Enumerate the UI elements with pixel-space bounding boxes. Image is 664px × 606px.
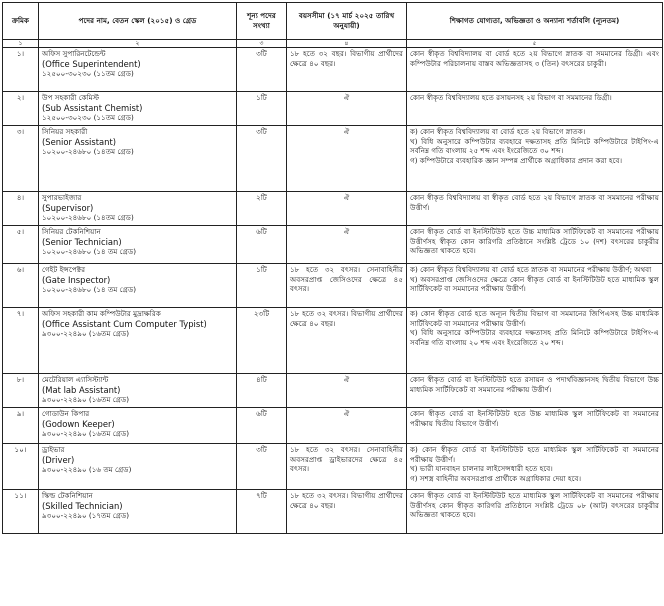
post-name-en: (Skilled Technician) xyxy=(42,500,123,511)
pay-scale-grade: ১০২০০-২৪৬৮০ (১৪তম গ্রেড) xyxy=(42,147,134,157)
post-cell xyxy=(39,192,237,226)
age-limit-text: ১৮ হতে ৩২ বৎসর। বিভাগীয় প্রার্থীদের ক্ষেত্রে ৪০ বছর। xyxy=(290,491,403,510)
pay-scale-grade: ৯৩০০-২২৪৯০ (১৬ তম গ্রেড) xyxy=(42,465,132,475)
pay-scale-grade: ১০২০০-২৪৬৮০ (১৪ তম গ্রেড) xyxy=(42,247,137,257)
post-name-en: (Godown Keeper) xyxy=(42,418,115,429)
column-number: ২ xyxy=(39,40,237,48)
pay-scale-grade: ৯৩০০-২২৪৯০ (১৬তম গ্রেড) xyxy=(42,429,130,439)
post-name-bn: স্কিল্ড টেকনিশিয়ান xyxy=(42,491,93,500)
requirement-line: খ) ভারী যানবাহন চালনার লাইসেন্সধারী হতে হবে। xyxy=(410,464,553,474)
post-cell xyxy=(39,226,237,264)
age-limit-cell xyxy=(287,48,407,92)
column-number: ৩ xyxy=(237,40,287,48)
requirement-line: কোন স্বীকৃত বোর্ড বা ইনস্টিটিউট হতে উচ্চ মাধ্যমিক সার্টিফিকেট বা সমমানের পরীক্ষায় উত্তীর্ণসহ স্বীকৃত কোন কারিগরি প্রতিষ্ঠানে সংশ্লিষ্ট ট্রেডে ১০ (দশ) বৎসরের চাকুরীর অভিজ্ঞতা থাকতে হবে। xyxy=(410,227,659,256)
age-limit-text: ঐ xyxy=(343,193,350,202)
requirement-line: কোন স্বীকৃত বিশ্ববিদ্যালয় হতে রসায়নসহ ২য় বিভাগ বা সমমানের ডিগ্রী। xyxy=(410,93,612,102)
age-limit-cell xyxy=(287,308,407,374)
vacancy-count-cell: ৪টি xyxy=(237,374,287,408)
header-post: পদের নাম, বেতন স্কেল (২০১৫) ও গ্রেড xyxy=(39,3,237,40)
serial-cell: ৯। xyxy=(3,408,39,444)
requirements-cell xyxy=(407,490,663,534)
post-name-en: (Mat lab Assistant) xyxy=(42,384,121,395)
age-limit-cell xyxy=(287,490,407,534)
serial-cell: ৮। xyxy=(3,374,39,408)
requirements-cell xyxy=(407,192,663,226)
requirement-line: কোন স্বীকৃত বোর্ড বা ইনস্টিটিউট হতে উচ্চ মাধ্যমিক স্কুল সার্টিফিকেট বা সমমানের পরীক্ষায় দ্বিতীয় বিভাগে উত্তীর্ণ। xyxy=(410,409,659,428)
requirements-cell xyxy=(407,264,663,308)
age-limit-text: ঐ xyxy=(343,409,350,418)
vacancy-count-cell: ১টি xyxy=(237,264,287,308)
requirement-line: গ) কম্পিউটারে ব্যবহারিক জ্ঞান সম্পন্ন প্রার্থীকে অগ্রাধিকার প্রদান করা হবে। xyxy=(410,155,623,165)
table-row xyxy=(3,48,663,92)
post-name-en: (Senior Assistant) xyxy=(42,136,117,147)
post-name-bn: সুপারভাইজার xyxy=(42,193,82,202)
requirements-cell xyxy=(407,308,663,374)
requirement-line: ক) কোন স্বীকৃত বিশ্ববিদ্যালয় বা বোর্ড হতে স্নাতক বা সমমানের পরীক্ষায় উত্তীর্ণ; অথবা xyxy=(410,265,652,274)
post-name-en: (Gate Inspector) xyxy=(42,274,111,285)
post-cell xyxy=(39,444,237,490)
age-limit-cell xyxy=(287,264,407,308)
pay-scale-grade: ১২৫০০-৩০২৩০ (১১তম গ্রেড) xyxy=(42,113,134,123)
post-name-bn: সিনিয়র সহকারী xyxy=(42,127,88,136)
pay-scale-grade: ১০২০০-২৪৬৮০ (১৪তম গ্রেড) xyxy=(42,213,134,223)
post-name-bn: সিনিয়র টেকনিশিয়ান xyxy=(42,227,101,236)
age-limit-text: ১৮ হতে ৩২ বৎসর। সেনাবাহিনীর অবসরপ্রাপ্ত জেসিওদের ক্ষেত্রে ৪৫ বৎসর। xyxy=(290,265,403,294)
age-limit-text: ১৮ হতে ৩২ বছর। বিভাগীয় প্রার্থীদের ক্ষেত্রে ৪০ বছর। xyxy=(290,49,403,68)
requirement-line: কোন স্বীকৃত বিশ্ববিদ্যালয় বা স্বীকৃত বোর্ড হতে ২য় বিভাগে স্নাতক বা সমমানের পরীক্ষায় উত্তীর্ণ। xyxy=(410,193,659,212)
table-row xyxy=(3,490,663,534)
serial-cell: ৭। xyxy=(3,308,39,374)
requirement-line: খ) বিধি অনুসারে কম্পিউটার ব্যবহারে দক্ষতাসহ প্রতি মিনিটে কম্পিউটারে টাইপিং-এ সর্বনিম্ন গতি বাংলায় ২০ শব্দ এবং ইংরেজিতে ২০ শব্দ। xyxy=(410,328,659,347)
post-name-en: (Sub Assistant Chemist) xyxy=(42,102,143,113)
requirement-line: কোন স্বীকৃত বিশ্ববিদ্যালয় বা বোর্ড হতে ২য় বিভাগে স্নাতক বা সমমানের ডিগ্রী। এবং কম্পিউটার পরিচালনায় বাস্তব অভিজ্ঞতাসহ ৩ (তিন) বৎসরের চাকুরী। xyxy=(410,49,659,68)
table-row xyxy=(3,264,663,308)
table-row xyxy=(3,308,663,374)
post-name-bn: অফিস সুপারিনটেন্ডেন্ট xyxy=(42,49,106,58)
header-requirements: শিক্ষাগত যোগ্যতা, অভিজ্ঞতা ও অন্যান্য শর্তাবলি (ন্যূনতম) xyxy=(407,3,663,40)
column-number: ৪ xyxy=(287,40,407,48)
vacancy-count-cell: ৩টি xyxy=(237,48,287,92)
requirement-line: খ) বিধি অনুসারে কম্পিউটার ব্যবহারে দক্ষতাসহ প্রতি মিনিটে কম্পিউটারে টাইপিং-এ সর্বনিম্ন গতি বাংলায় ২৫ শব্দ এবং ইংরেজিতে ৩০ শব্দ। xyxy=(410,136,659,156)
vacancy-count-cell: ৩টি xyxy=(237,444,287,490)
column-number-row xyxy=(3,40,663,48)
job-circular-page xyxy=(0,2,664,606)
post-name-bn: উপ সহকারী কেমিস্ট xyxy=(42,93,100,102)
post-cell xyxy=(39,92,237,126)
table-row xyxy=(3,226,663,264)
vacancy-table xyxy=(2,2,663,534)
serial-cell: ১। xyxy=(3,48,39,92)
serial-cell: ৪। xyxy=(3,192,39,226)
post-name-bn: অফিস সহকারী কাম কম্পিউটার মুদ্রাক্ষরিক xyxy=(42,309,161,318)
vacancy-count-cell: ১টি xyxy=(237,92,287,126)
table-row xyxy=(3,92,663,126)
pay-scale-grade: ৯৩০০-২২৪৯০ (১৬তম গ্রেড) xyxy=(42,329,130,339)
post-name-bn: গোডাউন কিপার xyxy=(42,409,90,418)
header-serial: ক্রমিক xyxy=(3,3,39,40)
vacancy-count-cell: ৩টি xyxy=(237,126,287,192)
age-limit-cell xyxy=(287,226,407,264)
requirement-line: ক) কোন স্বীকৃত বোর্ড হতে অন্যূন দ্বিতীয় বিভাগ বা সমমানের জিপিএসহ উচ্চ মাধ্যমিক সার্টিফিকেট বা সমমানের পরীক্ষায় উত্তীর্ণ। xyxy=(410,309,659,328)
pay-scale-grade: ১২৫০০-৩০২৩০ (১১তম গ্রেড) xyxy=(42,69,134,79)
age-limit-text: ১৮ হতে ৩২ বৎসর। সেনাবাহিনীর অবসরপ্রাপ্ত ড্রাইভারদের ক্ষেত্রে ৪৫ বৎসর। xyxy=(290,445,403,474)
requirements-cell xyxy=(407,126,663,192)
vacancy-count-cell: ৭টি xyxy=(237,490,287,534)
post-name-en: (Office Superintendent) xyxy=(42,58,141,69)
serial-cell: ১০। xyxy=(3,444,39,490)
pay-scale-grade: ৯৩০০-২২৪৯০ (১৭তম গ্রেড) xyxy=(42,511,130,521)
vacancy-count-cell: ২৩টি xyxy=(237,308,287,374)
post-cell xyxy=(39,490,237,534)
header-vacancies: শূন্য পদের সংখ্যা xyxy=(237,3,287,40)
vacancy-count-cell: ২টি xyxy=(237,192,287,226)
requirements-cell xyxy=(407,92,663,126)
table-row xyxy=(3,444,663,490)
column-number: ১ xyxy=(3,40,39,48)
requirement-line: গ) সশস্ত্র বাহিনীর অবসরপ্রাপ্ত প্রার্থীকে অগ্রাধিকার দেয়া হবে। xyxy=(410,473,582,483)
post-cell xyxy=(39,408,237,444)
requirements-cell xyxy=(407,408,663,444)
table-row xyxy=(3,374,663,408)
age-limit-text: ঐ xyxy=(343,93,350,102)
post-name-bn: গেইট ইন্সপেক্টর xyxy=(42,265,86,274)
requirements-cell xyxy=(407,444,663,490)
age-limit-cell xyxy=(287,192,407,226)
header-row xyxy=(3,3,663,40)
table-row xyxy=(3,126,663,192)
serial-cell: ২। xyxy=(3,92,39,126)
age-limit-cell xyxy=(287,126,407,192)
requirement-line: খ) অবসরপ্রাপ্ত জেসিওদের ক্ষেত্রে কোন স্বীকৃত বোর্ড বা ইনস্টিটিউট হতে মাধ্যমিক স্কুল সার্টিফিকেট বা সমমানের পরীক্ষায় উত্তীর্ণ। xyxy=(410,274,659,294)
requirements-cell xyxy=(407,374,663,408)
requirement-line: কোন স্বীকৃত বোর্ড বা ইনস্টিটিউট হতে মাধ্যমিক স্কুল সার্টিফিকেট বা সমমানের পরীক্ষায় উত্তীর্ণসহ কোন স্বীকৃত কারিগরি প্রতিষ্ঠানে সংশ্লিষ্ট ট্রেডে ০৮ (আট) বৎসরের চাকুরীর অভিজ্ঞতা থাকতে হবে। xyxy=(410,491,659,520)
age-limit-text: ঐ xyxy=(343,127,350,136)
age-limit-cell xyxy=(287,444,407,490)
age-limit-text: ঐ xyxy=(343,375,350,384)
requirement-line: ক) কোন স্বীকৃত বোর্ড বা ইনস্টিটিউট হতে মাধ্যমিক স্কুল সার্টিফিকেট বা সমমানের পরীক্ষায় উত্তীর্ণ। xyxy=(410,445,659,464)
serial-cell: ১১। xyxy=(3,490,39,534)
pay-scale-grade: ১০২০০-২৪৬৮০ (১৪ তম গ্রেড) xyxy=(42,285,137,295)
post-name-en: (Senior Technician) xyxy=(42,236,122,247)
age-limit-cell xyxy=(287,408,407,444)
post-name-en: (Driver) xyxy=(42,454,75,465)
table-row xyxy=(3,192,663,226)
post-name-bn: মেটেরিয়াল এ্যাসিস্ট্যান্ট xyxy=(42,375,109,384)
age-limit-cell xyxy=(287,92,407,126)
post-name-en: (Office Assistant Cum Computer Typist) xyxy=(42,318,207,329)
age-limit-text: ১৮ হতে ৩২ বৎসর। বিভাগীয় প্রার্থীদের ক্ষেত্রে ৪০ বছর। xyxy=(290,309,403,328)
table-row xyxy=(3,408,663,444)
requirements-cell xyxy=(407,226,663,264)
vacancy-count-cell: ৬টি xyxy=(237,408,287,444)
vacancy-table-body xyxy=(3,48,663,534)
column-number: ৫ xyxy=(407,40,663,48)
post-cell xyxy=(39,126,237,192)
age-limit-text: ঐ xyxy=(343,227,350,236)
vacancy-count-cell: ৬টি xyxy=(237,226,287,264)
post-cell xyxy=(39,374,237,408)
post-cell xyxy=(39,308,237,374)
post-cell xyxy=(39,48,237,92)
requirement-line: ক) কোন স্বীকৃত বিশ্ববিদ্যালয় বা বোর্ড হতে ২য় বিভাগে স্নাতক। xyxy=(410,127,586,136)
requirements-cell xyxy=(407,48,663,92)
age-limit-cell xyxy=(287,374,407,408)
serial-cell: ৫। xyxy=(3,226,39,264)
post-cell xyxy=(39,264,237,308)
requirement-line: কোন স্বীকৃত বোর্ড বা ইনস্টিটিউট হতে রসায়ন ও পদার্থবিজ্ঞানসহ দ্বিতীয় বিভাগে উচ্চ মাধ্যমিক সার্টিফিকেট বা সমমানের পরীক্ষায় উত্তীর্ণ। xyxy=(410,375,659,394)
post-name-en: (Supervisor) xyxy=(42,202,94,213)
pay-scale-grade: ৯৩০০-২২৪৯০ (১৬তম গ্রেড) xyxy=(42,395,130,405)
serial-cell: ৬। xyxy=(3,264,39,308)
serial-cell: ৩। xyxy=(3,126,39,192)
post-name-bn: ড্রাইভার xyxy=(42,445,65,454)
header-age-limit: বয়সসীমা (১৭ মার্চ ২০২৫ তারিখ অনুযায়ী) xyxy=(287,3,407,40)
